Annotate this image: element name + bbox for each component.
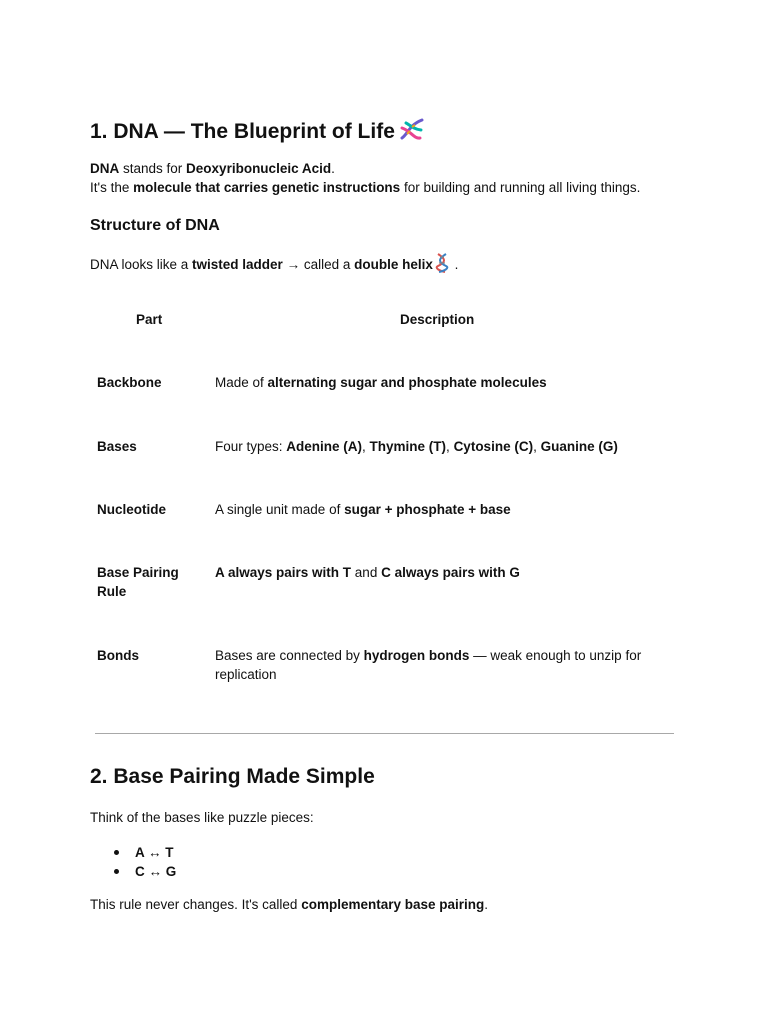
section-2-intro: Think of the bases like puzzle pieces:	[90, 810, 314, 825]
structure-twisted-ladder: twisted ladder	[192, 257, 283, 272]
intro-dna-bold: DNA	[90, 161, 120, 176]
intro-molecule-bold: molecule that carries genetic instructions	[133, 180, 401, 195]
pairing-list	[90, 843, 176, 881]
table-row-desc	[215, 500, 675, 519]
desc-text-segment: ,	[533, 439, 541, 454]
section-2-closing	[90, 895, 488, 914]
structure-text: → called a	[282, 257, 355, 272]
structure-heading: Structure of DNA	[90, 217, 220, 234]
intro-line-1	[90, 159, 335, 178]
intro-text: for building and running all living things.	[400, 180, 641, 195]
list-item-text: C ↔ G	[135, 864, 177, 879]
desc-bold-segment: sugar + phosphate + base	[344, 502, 511, 517]
table-row-desc	[215, 373, 675, 392]
closing-bold: complementary base pairing	[301, 897, 485, 912]
table-row-part: Base Pairing Rule	[97, 565, 179, 599]
intro-text: stands for	[119, 161, 187, 176]
structure-text: DNA looks like a	[90, 257, 193, 272]
table-row-part: Bonds	[97, 648, 139, 663]
section-divider	[95, 733, 674, 734]
desc-bold-segment: Thymine (T)	[369, 439, 447, 454]
list-item-text: A ↔ T	[135, 845, 174, 860]
section-1-title-text: 1. DNA — The Blueprint of Life	[90, 120, 395, 143]
table-header-part: Part	[136, 312, 163, 327]
desc-text-segment: and	[351, 565, 382, 580]
bullet-dot	[114, 869, 119, 874]
desc-bold-segment: A always pairs with T	[215, 565, 352, 580]
table-header-description: Description	[400, 312, 475, 327]
section-2-title: 2. Base Pairing Made Simple	[90, 765, 375, 788]
desc-bold-segment: Cytosine (C)	[453, 439, 534, 454]
dna-emoji-icon	[399, 117, 425, 148]
section-1-title	[90, 117, 425, 148]
table-row-part: Nucleotide	[97, 502, 167, 517]
closing-period: .	[484, 897, 489, 912]
bullet-dot	[114, 850, 119, 855]
desc-text-segment: Made of	[215, 375, 268, 390]
desc-text-segment: Four types:	[215, 439, 287, 454]
table-row-desc	[215, 646, 675, 684]
dna-emoji-icon	[435, 253, 449, 278]
desc-text-segment: ,	[446, 439, 454, 454]
desc-bold-segment: C always pairs with G	[381, 565, 520, 580]
table-row-part: Bases	[97, 439, 137, 454]
desc-bold-segment: alternating sugar and phosphate molecules	[267, 375, 547, 390]
intro-line-2	[90, 178, 640, 197]
intro-acronym-bold: Deoxyribonucleic Acid	[186, 161, 332, 176]
table-row-desc	[215, 563, 675, 582]
table-row-part: Backbone	[97, 375, 162, 390]
desc-text-segment: ,	[362, 439, 370, 454]
intro-period: .	[331, 161, 335, 176]
closing-text: This rule never changes. It's called	[90, 897, 302, 912]
desc-bold-segment: Adenine (A)	[286, 439, 363, 454]
desc-text-segment: — weak enough to unzip for replication	[215, 648, 642, 682]
desc-text-segment: A single unit made of	[215, 502, 345, 517]
table-row-desc	[215, 437, 675, 456]
list-item	[90, 862, 176, 881]
structure-line	[90, 253, 458, 278]
intro-text: It's the	[90, 180, 134, 195]
desc-bold-segment: Guanine (G)	[540, 439, 618, 454]
list-item	[90, 843, 176, 862]
structure-double-helix: double helix	[354, 257, 433, 272]
structure-period: .	[450, 257, 459, 272]
desc-bold-segment: hydrogen bonds	[363, 648, 470, 663]
desc-text-segment: Bases are connected by	[215, 648, 364, 663]
